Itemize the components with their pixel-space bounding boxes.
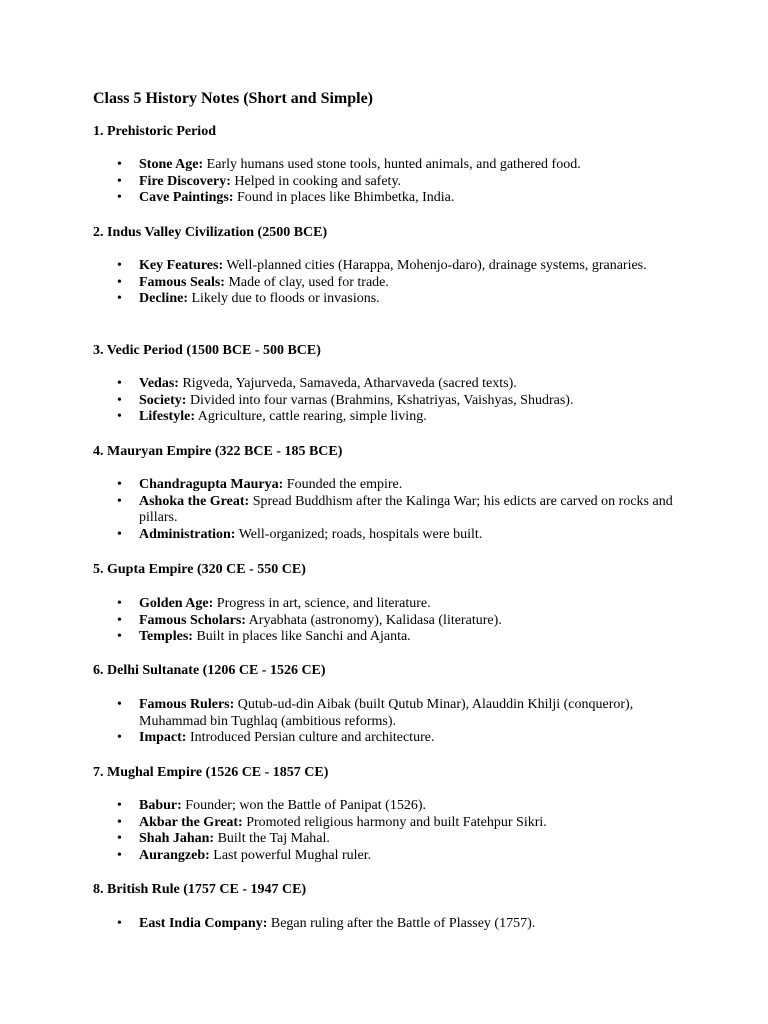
item-term: Vedas: <box>139 376 179 391</box>
bullet-list <box>117 157 692 207</box>
item-text: Well-organized; roads, hospitals were built. <box>235 526 483 542</box>
list-item <box>117 815 692 832</box>
item-term: Golden Age: <box>139 596 214 611</box>
item-text: Well-planned cities (Harappa, Mohenjo-daro), drainage systems, granaries. <box>223 258 647 273</box>
item-text: Rigveda, Yajurveda, Samaveda, Atharvaveda (sacred texts). <box>178 376 517 391</box>
item-term: East India Company: <box>139 916 268 931</box>
list-item <box>117 613 692 630</box>
bullet-list <box>117 596 692 646</box>
list-item <box>117 848 692 865</box>
page-title: Class 5 History Notes (Short and Simple) <box>93 90 374 107</box>
item-term: Famous Scholars: <box>139 612 246 628</box>
bullet-list <box>117 798 692 864</box>
list-item <box>117 730 692 747</box>
item-text: Made of clay, used for trade. <box>224 274 389 290</box>
item-text: Aryabhata (astronomy), Kalidasa (literature). <box>245 612 502 628</box>
item-text: Founder; won the Battle of Panipat (1526). <box>181 798 426 813</box>
item-term: Temples: <box>139 629 193 644</box>
item-text: Found in places like Bhimbetka, India. <box>233 190 455 205</box>
list-item <box>117 376 692 393</box>
item-term: Ashoka the Great: <box>139 493 250 509</box>
section-heading: 1. Prehistoric Period <box>93 124 216 139</box>
item-term: Society: <box>139 392 187 408</box>
section-heading: 6. Delhi Sultanate (1206 CE - 1526 CE) <box>93 663 326 678</box>
section-heading: 7. Mughal Empire (1526 CE - 1857 CE) <box>93 765 329 780</box>
list-item <box>117 157 692 174</box>
item-term: Shah Jahan: <box>139 831 215 846</box>
list-item <box>117 174 692 191</box>
bullet-list <box>117 916 692 933</box>
item-term: Key Features: <box>139 258 224 273</box>
item-text: Last powerful Mughal ruler. <box>209 847 372 863</box>
item-term: Akbar the Great: <box>139 814 243 830</box>
bullet-list <box>117 697 692 747</box>
list-item <box>117 831 692 848</box>
list-item <box>117 291 692 308</box>
list-item <box>117 527 692 544</box>
item-text: Spread Buddhism after the Kalinga War; his edicts are carved on rocks and pillars. <box>139 493 673 525</box>
list-item <box>117 190 692 207</box>
bullet-list <box>117 376 692 426</box>
item-text: Agriculture, cattle rearing, simple living. <box>194 409 427 424</box>
section-heading: 5. Gupta Empire (320 CE - 550 CE) <box>93 562 306 577</box>
item-text: Early humans used stone tools, hunted animals, and gathered food. <box>203 157 581 172</box>
section-heading: 3. Vedic Period (1500 BCE - 500 BCE) <box>93 343 321 358</box>
item-term: Cave Paintings: <box>139 190 234 205</box>
item-term: Aurangzeb: <box>139 847 210 863</box>
list-item <box>117 629 692 646</box>
item-text: Founded the empire. <box>283 477 403 492</box>
list-item <box>117 596 692 613</box>
list-item <box>117 494 692 527</box>
section-heading: 2. Indus Valley Civilization (2500 BCE) <box>93 225 328 240</box>
list-item <box>117 258 692 275</box>
item-term: Chandragupta Maurya: <box>139 477 284 492</box>
item-text: Built the Taj Mahal. <box>214 831 330 846</box>
list-item <box>117 697 692 730</box>
section-heading: 4. Mauryan Empire (322 BCE - 185 BCE) <box>93 444 343 459</box>
list-item <box>117 275 692 292</box>
item-term: Impact: <box>139 730 187 745</box>
item-text: Helped in cooking and safety. <box>230 173 402 189</box>
item-text: Progress in art, science, and literature. <box>213 596 431 611</box>
item-term: Stone Age: <box>139 157 204 172</box>
item-text: Promoted religious harmony and built Fatehpur Sikri. <box>242 814 547 830</box>
list-item <box>117 477 692 494</box>
bullet-list <box>117 477 692 543</box>
item-text: Divided into four varnas (Brahmins, Kshatriyas, Vaishyas, Shudras). <box>186 392 574 408</box>
item-text: Qutub-ud-din Aibak (built Qutub Minar), Alauddin Khilji (conqueror), Muhammad bin Tughlaq (ambitious reforms). <box>139 697 634 729</box>
item-term: Lifestyle: <box>139 409 195 424</box>
section-heading: 8. British Rule (1757 CE - 1947 CE) <box>93 882 307 897</box>
item-text: Began ruling after the Battle of Plassey (1757). <box>267 916 536 931</box>
item-term: Administration: <box>139 526 236 542</box>
bullet-list <box>117 258 692 308</box>
item-term: Famous Seals: <box>139 274 225 290</box>
item-term: Famous Rulers: <box>139 697 235 712</box>
item-text: Likely due to floods or invasions. <box>187 291 380 306</box>
item-term: Fire Discovery: <box>139 173 231 189</box>
item-term: Babur: <box>139 798 182 813</box>
item-text: Built in places like Sanchi and Ajanta. <box>192 629 411 644</box>
list-item <box>117 916 692 933</box>
item-term: Decline: <box>139 291 188 306</box>
list-item <box>117 409 692 426</box>
list-item <box>117 393 692 410</box>
item-text: Introduced Persian culture and architecture. <box>186 730 435 745</box>
list-item <box>117 798 692 815</box>
